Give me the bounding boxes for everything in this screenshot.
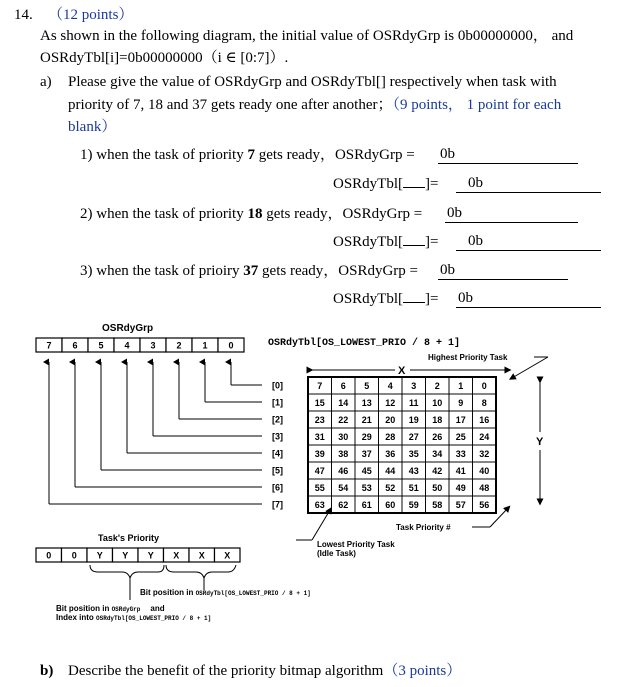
idle-task-label: (Idle Task): [317, 549, 356, 558]
table-cell-value: 18: [432, 415, 443, 425]
item-1-tbl-label: OSRdyTbl[ ]=: [333, 176, 439, 192]
table-cell-value: 9: [458, 398, 464, 408]
table-cell-value: 11: [408, 398, 419, 408]
grp-arrows: [49, 362, 262, 504]
table-cell-value: 34: [432, 449, 443, 459]
question-points: （12 points）: [48, 7, 134, 23]
table-cell-value: 38: [338, 449, 349, 459]
part-b-label: b): [40, 663, 54, 679]
priority-bit-label: Y: [122, 550, 129, 561]
part-a-line-3: blank）: [68, 119, 117, 135]
grp-bit-label: 3: [150, 340, 156, 351]
y-axis-label: Y: [536, 436, 544, 448]
item-3-tbl-blank[interactable]: 0b: [456, 290, 601, 308]
table-cell-value: 16: [479, 415, 490, 425]
row-labels: [272, 381, 283, 510]
table-cell-value: 32: [479, 449, 490, 459]
table-cell-value: 4: [387, 381, 393, 391]
table-cell-value: 30: [338, 432, 349, 442]
table-cell-value: 3: [411, 381, 417, 391]
table-cell-value: 45: [361, 466, 372, 476]
table-cell-value: 15: [314, 398, 325, 408]
table-cell-value: 7: [317, 381, 323, 391]
grp-bit-label: 7: [46, 340, 52, 351]
table-cell-value: 5: [364, 381, 370, 391]
part-a-label: a): [40, 74, 52, 90]
table-cell-value: 46: [338, 466, 349, 476]
table-cell-value: 62: [338, 500, 349, 510]
item-2-tbl-blank[interactable]: 0b: [456, 233, 601, 251]
table-cell-value: 17: [455, 415, 466, 425]
item-3-text: 3) when the task of prioiry 37 gets ready，OSRdyGrp =: [80, 263, 418, 279]
intro-line-1: As shown in the following diagram, the initial value of OSRdyGrp is 0b00000000， and: [40, 28, 574, 44]
table-cell-value: 57: [455, 500, 466, 510]
row-label: [3]: [272, 431, 283, 442]
grp-bit-label: 4: [124, 340, 130, 351]
item-2-tbl-label: OSRdyTbl[ ]=: [333, 234, 439, 250]
part-a-line-2-text: priority of 7, 18 and 37 gets ready one after another；: [68, 97, 393, 113]
ready-table: [308, 377, 496, 513]
grp-bit-label: 1: [202, 340, 208, 351]
table-cell-value: 6: [340, 381, 346, 391]
priority-bit-label: Y: [96, 550, 103, 561]
table-cell-value: 58: [432, 500, 443, 510]
x-axis-label: X: [398, 365, 406, 377]
table-cell-value: 10: [432, 398, 443, 408]
question-number: 14.: [14, 7, 33, 23]
table-cell-value: 41: [455, 466, 466, 476]
table-cell-value: 48: [479, 483, 490, 493]
task-priority-hash-label: Task Priority #: [396, 523, 451, 532]
grp-bit-boxes: [36, 338, 244, 352]
table-cell-value: 21: [361, 415, 372, 425]
table-cell-value: 44: [385, 466, 396, 476]
bitpos-grp-label: Bit position in OSRdyGrp and: [56, 604, 165, 613]
table-cell-value: 23: [314, 415, 325, 425]
table-cell-value: 28: [385, 432, 396, 442]
part-a-line-1: Please give the value of OSRdyGrp and OSRdyTbl[] respectively when task with: [68, 74, 557, 90]
table-cell-value: 55: [314, 483, 325, 493]
table-cell-value: 33: [455, 449, 466, 459]
priority-bit-label: X: [173, 550, 180, 561]
table-cell-value: 54: [338, 483, 349, 493]
highest-priority-label: Highest Priority Task: [428, 353, 508, 362]
row-label: [4]: [272, 448, 283, 459]
row-label: [1]: [272, 397, 283, 408]
task-priority-bits: [36, 548, 240, 562]
grp-title: OSRdyGrp: [102, 323, 154, 334]
bitpos-tbl-label: Bit position in OSRdyTbl[OS_LOWEST_PRIO / 8 + 1]: [140, 588, 311, 597]
priority-bit-label: Y: [147, 550, 154, 561]
table-cell-value: 40: [479, 466, 490, 476]
grp-bit-label: 2: [176, 340, 182, 351]
task-priority-title: Task's Priority: [98, 533, 160, 543]
priority-bit-label: X: [224, 550, 231, 561]
table-cell-value: 29: [361, 432, 372, 442]
table-cell-value: 42: [432, 466, 443, 476]
table-cell-value: 1: [458, 381, 464, 391]
table-cell-value: 26: [432, 432, 443, 442]
row-label: [2]: [272, 414, 283, 425]
table-cell-value: 60: [385, 500, 396, 510]
priority-bit-label: 0: [46, 550, 52, 561]
table-cell-value: 53: [361, 483, 372, 493]
table-cell-value: 31: [314, 432, 325, 442]
table-cell-value: 63: [314, 500, 325, 510]
table-cell-value: 50: [432, 483, 443, 493]
table-cell-value: 47: [314, 466, 325, 476]
row-label: [6]: [272, 482, 283, 493]
item-1-grp-blank[interactable]: 0b: [438, 146, 578, 164]
index-into-label: Index into OSRdyTbl[OS_LOWEST_PRIO / 8 + 1]: [56, 613, 212, 622]
table-cell-value: 37: [361, 449, 372, 459]
table-cell-value: 20: [385, 415, 396, 425]
table-cell-value: 52: [385, 483, 396, 493]
table-cell-value: 25: [455, 432, 466, 442]
item-1-text: 1) when the task of priority 7 gets ready，OSRdyGrp =: [80, 147, 415, 163]
table-cell-value: 13: [361, 398, 372, 408]
priority-bit-label: 0: [71, 550, 77, 561]
lowest-priority-label: Lowest Priority Task: [317, 540, 395, 549]
table-cell-value: 51: [408, 483, 419, 493]
item-3-grp-blank[interactable]: 0b: [438, 262, 568, 280]
intro-line-2: OSRdyTbl[i]=0b00000000（i ∈ [0:7]）.: [40, 50, 289, 66]
row-label: [7]: [272, 499, 283, 510]
table-cell-value: 12: [385, 398, 396, 408]
item-2-grp-blank[interactable]: 0b: [445, 205, 578, 223]
table-cell-value: 36: [385, 449, 396, 459]
table-cell-value: 59: [408, 500, 419, 510]
row-label: [0]: [272, 380, 283, 391]
tbl-title: OSRdyTbl[OS_LOWEST_PRIO / 8 + 1]: [268, 338, 461, 349]
table-cell-value: 56: [479, 500, 490, 510]
item-3-tbl-label: OSRdyTbl[ ]=: [333, 291, 439, 307]
table-cell-value: 49: [455, 483, 466, 493]
grp-bit-label: 5: [98, 340, 104, 351]
item-1-tbl-blank[interactable]: 0b: [456, 175, 601, 193]
priority-bit-label: X: [198, 550, 205, 561]
table-cell-value: 61: [361, 500, 372, 510]
grp-bit-label: 6: [72, 340, 78, 351]
grp-bit-label: 0: [228, 340, 234, 351]
table-cell-value: 22: [338, 415, 349, 425]
part-a-points: （9 points， 1 point for each: [392, 97, 562, 113]
item-2-text: 2) when the task of priority 18 gets ready，OSRdyGrp =: [80, 206, 423, 222]
table-cell-value: 27: [408, 432, 419, 442]
table-cell-value: 19: [408, 415, 419, 425]
table-cell-value: 14: [338, 398, 349, 408]
table-cell-value: 8: [481, 398, 487, 408]
table-cell-value: 2: [434, 381, 440, 391]
part-b-text: Describe the benefit of the priority bitmap algorithm（3 points）: [68, 663, 462, 679]
table-cell-value: 0: [481, 381, 487, 391]
table-cell-value: 39: [314, 449, 325, 459]
row-label: [5]: [272, 465, 283, 476]
table-cell-value: 43: [408, 466, 419, 476]
table-cell-value: 24: [479, 432, 490, 442]
table-cell-value: 35: [408, 449, 419, 459]
